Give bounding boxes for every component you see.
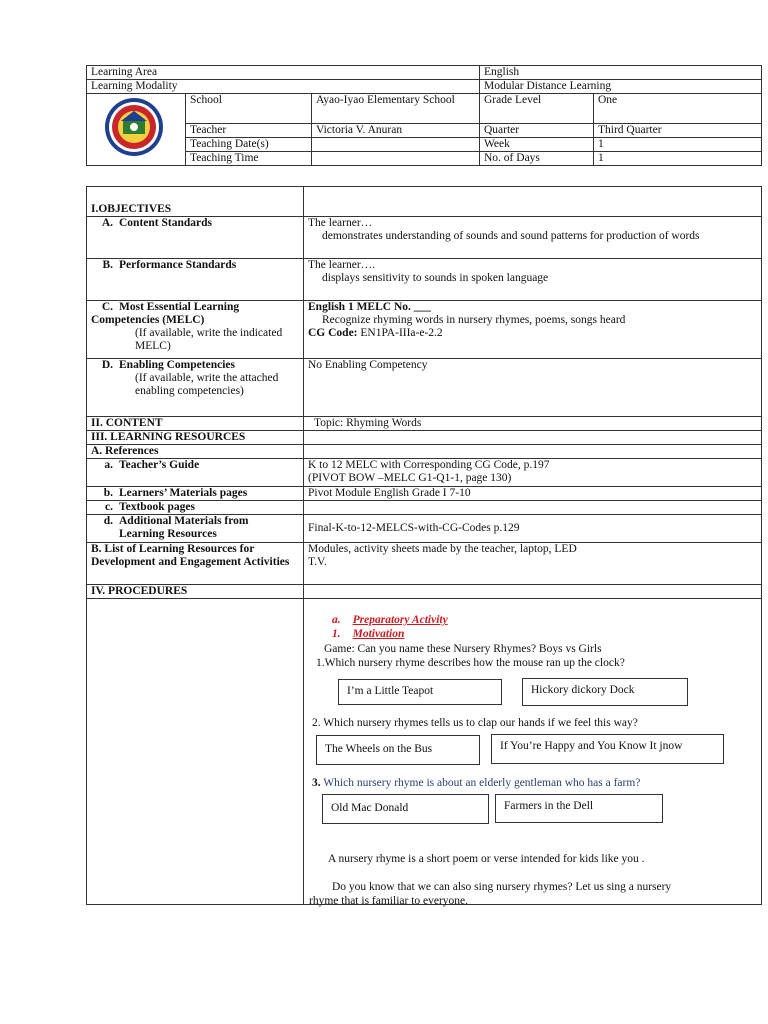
teachers-guide-value: K to 12 MELC with Corresponding CG Code, p.197 (PIVOT BOW –MELC G1-Q1-1, page 130) xyxy=(304,459,762,487)
additional-materials-label: d. Additional Materials from Learning Resources xyxy=(87,515,304,543)
learning-area-label: Learning Area xyxy=(87,66,480,80)
teaching-dates-value xyxy=(312,138,480,152)
answer-box-hickory[interactable]: Hickory dickory Dock xyxy=(522,678,688,706)
header-table xyxy=(86,65,762,166)
additional-materials-value: Final-K-to-12-MELCS-with-CG-Codes p.129 xyxy=(304,515,762,543)
game-instruction: Game: Can you name these Nursery Rhymes? Boys vs Girls xyxy=(324,643,602,655)
performance-standards-value: The learner…. displays sensitivity to sounds in spoken language xyxy=(304,259,762,301)
sing-line-2: rhyme that is familiar to everyone. xyxy=(309,895,469,907)
list-of-resources-value: Modules, activity sheets made by the teacher, laptop, LED T.V. xyxy=(304,543,762,585)
teachers-guide-label: a. Teacher’s Guide xyxy=(87,459,304,487)
content-standards-label: A. Content Standards xyxy=(87,217,304,259)
motivation: 1. Motivation xyxy=(332,628,405,640)
school-value: Ayao-Iyao Elementary School xyxy=(312,94,480,124)
teaching-dates-label: Teaching Date(s) xyxy=(186,138,312,152)
quarter-label: Quarter xyxy=(480,124,594,138)
enabling-competencies-label: D. Enabling Competencies (If available, write the attached enabling competencies) xyxy=(87,359,304,417)
days-value: 1 xyxy=(594,152,762,166)
learners-materials-value: Pivot Module English Grade I 7-10 xyxy=(304,487,762,501)
learning-modality-label: Learning Modality xyxy=(87,80,480,94)
deped-seal-icon xyxy=(99,96,169,158)
content-heading: II. CONTENT xyxy=(87,417,304,431)
performance-standards-label: B. Performance Standards xyxy=(87,259,304,301)
answer-box-wheels[interactable]: The Wheels on the Bus xyxy=(316,735,480,765)
melc-label: C. Most Essential Learning Competencies (MELC) (If available, write the indicated MELC) xyxy=(87,301,304,359)
objectives-heading: I.OBJECTIVES xyxy=(87,187,304,217)
procedures-heading: IV. PROCEDURES xyxy=(87,585,304,599)
grade-label: Grade Level xyxy=(480,94,594,124)
textbook-pages-label: c. Textbook pages xyxy=(87,501,304,515)
days-label: No. of Days xyxy=(480,152,594,166)
melc-value: English 1 MELC No. ___ Recognize rhyming words in nursery rhymes, poems, songs heard CG Code: EN1PA-IIIa-e-2.2 xyxy=(304,301,762,359)
list-of-resources-label: B. List of Learning Resources for Development and Engagement Activities xyxy=(87,543,304,585)
learning-resources-heading: III. LEARNING RESOURCES xyxy=(87,431,304,445)
question-3: 3. Which nursery rhyme is about an elderly gentleman who has a farm? xyxy=(312,777,641,789)
answer-box-teapot[interactable]: I’m a Little Teapot xyxy=(338,679,502,705)
week-label: Week xyxy=(480,138,594,152)
references-heading: A. References xyxy=(87,445,304,459)
question-2: 2. Which nursery rhymes tells us to clap our hands if we feel this way? xyxy=(312,717,638,729)
answer-box-happy[interactable]: If You’re Happy and You Know It jnow xyxy=(491,734,724,764)
teacher-label: Teacher xyxy=(186,124,312,138)
quarter-value: Third Quarter xyxy=(594,124,762,138)
nursery-rhyme-definition: A nursery rhyme is a short poem or verse intended for kids like you . xyxy=(328,853,645,865)
learning-area-value: English xyxy=(480,66,762,80)
week-value: 1 xyxy=(594,138,762,152)
content-standards-value: The learner… demonstrates understanding of sounds and sound patterns for production of words xyxy=(304,217,762,259)
grade-value: One xyxy=(594,94,762,124)
content-value: Topic: Rhyming Words xyxy=(304,417,762,431)
enabling-competencies-value: No Enabling Competency xyxy=(304,359,762,417)
logo-cell xyxy=(87,94,186,166)
teacher-value: Victoria V. Anuran xyxy=(312,124,480,138)
teaching-time-label: Teaching Time xyxy=(186,152,312,166)
answer-box-macdonald[interactable]: Old Mac Donald xyxy=(322,794,489,824)
learners-materials-label: b. Learners’ Materials pages xyxy=(87,487,304,501)
question-1: 1.Which nursery rhyme describes how the mouse ran up the clock? xyxy=(316,657,625,669)
learning-modality-value: Modular Distance Learning xyxy=(480,80,762,94)
answer-box-farmers[interactable]: Farmers in the Dell xyxy=(495,794,663,823)
preparatory-activity: a. Preparatory Activity xyxy=(332,614,448,626)
teaching-time-value xyxy=(312,152,480,166)
school-label: School xyxy=(186,94,312,124)
sing-line-1: Do you know that we can also sing nursery rhymes? Let us sing a nursery xyxy=(332,881,672,893)
